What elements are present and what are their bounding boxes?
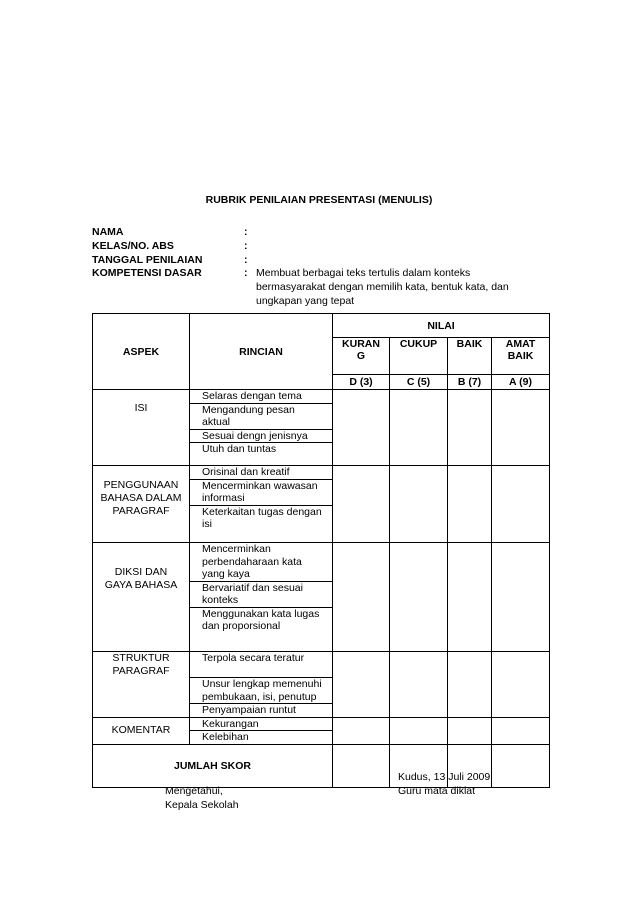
- nilai-cell[interactable]: [390, 543, 448, 652]
- table-row: [93, 717, 550, 744]
- rincian-isi: [190, 390, 333, 466]
- table-row: [93, 652, 550, 718]
- grade-baik: BAIK: [448, 338, 492, 375]
- rincian-item: Utuh dan tuntas: [202, 443, 277, 455]
- nilai-cell[interactable]: [448, 652, 492, 718]
- header-rincian: RINCIAN: [190, 314, 333, 390]
- nilai-cell[interactable]: [492, 543, 550, 652]
- kompetensi-line: ungkapan yang tepat: [256, 295, 355, 307]
- rincian-struktur: [190, 652, 333, 718]
- signature-teacher: Guru mata diklat: [398, 785, 476, 797]
- kompetensi-label: KOMPETENSI DASAR: [92, 267, 202, 279]
- aspek-diksi: DIKSI DAN GAYA BAHASA: [93, 543, 190, 652]
- header-aspek: ASPEK: [93, 314, 190, 390]
- nilai-cell[interactable]: [333, 466, 390, 543]
- rincian-item: Unsur lengkap memenuhi pembukaan, isi, penutup: [190, 678, 332, 704]
- kompetensi-line: bermasyarakat dengan memilih kata, bentuk kata, dan: [256, 281, 509, 293]
- score-a: A (9): [492, 375, 550, 390]
- nilai-cell[interactable]: [448, 466, 492, 543]
- rubric-table: [92, 313, 550, 788]
- aspek-komentar: KOMENTAR: [93, 717, 190, 744]
- rincian-item: Kekurangan: [190, 718, 332, 732]
- rincian-item: Kelebihan: [202, 731, 249, 743]
- aspek-penggunaan-bahasa: PENGGUNAAN BAHASA DALAM PARAGRAF: [93, 466, 190, 543]
- grade-amat-baik: AMAT BAIK: [492, 338, 550, 375]
- kompetensi-value: [256, 266, 546, 308]
- rincian-item: Mengandung pesan aktual: [190, 404, 332, 430]
- rincian-diksi: [190, 543, 333, 652]
- rincian-item: Mencerminkan wawasan informasi: [190, 480, 332, 506]
- rincian-penggunaan-bahasa: [190, 466, 333, 543]
- aspek-isi: ISI: [93, 390, 190, 466]
- kompetensi-line: Membuat berbagai teks tertulis dalam konteks: [256, 267, 471, 279]
- nilai-cell[interactable]: [492, 652, 550, 718]
- kelas-colon: :: [244, 240, 248, 252]
- nilai-cell[interactable]: [390, 717, 448, 744]
- nilai-cell[interactable]: [390, 390, 448, 466]
- rincian-item: Mencerminkan perbendaharaan kata yang kaya: [190, 543, 332, 582]
- nama-label: NAMA: [92, 226, 124, 238]
- nilai-cell[interactable]: [492, 466, 550, 543]
- signature-mengetahui: Mengetahui,: [165, 785, 223, 797]
- document-title: RUBRIK PENILAIAN PRESENTASI (MENULIS): [205, 194, 433, 206]
- kelas-label: KELAS/NO. ABS: [92, 240, 174, 252]
- jumlah-skor-label: JUMLAH SKOR: [93, 744, 333, 787]
- rincian-item: Terpola secara teratur: [190, 652, 332, 678]
- nilai-cell[interactable]: [390, 652, 448, 718]
- table-row: [93, 543, 550, 652]
- nilai-cell[interactable]: [448, 390, 492, 466]
- signature-right: [398, 770, 490, 798]
- score-b: B (7): [448, 375, 492, 390]
- signature-principal: Kepala Sekolah: [165, 799, 239, 811]
- tanggal-label: TANGGAL PENILAIAN: [92, 254, 203, 266]
- signature-left: [165, 784, 239, 812]
- nilai-cell[interactable]: [333, 390, 390, 466]
- jumlah-cell[interactable]: [492, 744, 550, 787]
- score-c: C (5): [390, 375, 448, 390]
- rincian-komentar: [190, 717, 333, 744]
- nilai-cell[interactable]: [492, 717, 550, 744]
- nilai-cell[interactable]: [333, 652, 390, 718]
- tanggal-colon: :: [244, 254, 248, 266]
- kompetensi-colon: :: [244, 267, 248, 279]
- nilai-cell[interactable]: [333, 543, 390, 652]
- nilai-cell[interactable]: [448, 717, 492, 744]
- nilai-cell[interactable]: [492, 390, 550, 466]
- nilai-cell[interactable]: [448, 543, 492, 652]
- jumlah-cell[interactable]: [333, 744, 390, 787]
- grade-cukup: CUKUP: [390, 338, 448, 375]
- rincian-item: Orisinal dan kreatif: [190, 466, 332, 480]
- rincian-item: Selaras dengan tema: [190, 390, 332, 404]
- rincian-item: Menggunakan kata lugas dan proporsional: [202, 607, 320, 632]
- rincian-item: Keterkaitan tugas dengan isi: [202, 505, 322, 530]
- signature-date: Kudus, 13 Juli 2009: [398, 771, 491, 783]
- header-nilai: NILAI: [333, 314, 550, 338]
- rincian-item: Bervariatif dan sesuai konteks: [190, 582, 332, 608]
- rincian-item: Penyampaian runtut: [202, 704, 296, 716]
- score-d: D (3): [333, 375, 390, 390]
- nilai-cell[interactable]: [390, 466, 448, 543]
- nama-colon: :: [244, 226, 248, 238]
- table-row: [93, 390, 550, 466]
- table-row: [93, 466, 550, 543]
- nilai-cell[interactable]: [333, 717, 390, 744]
- aspek-struktur: STRUKTUR PARAGRAF: [93, 652, 190, 718]
- rincian-item: Sesuai dengn jenisnya: [190, 430, 332, 444]
- grade-kurang: KURAN G: [333, 338, 390, 375]
